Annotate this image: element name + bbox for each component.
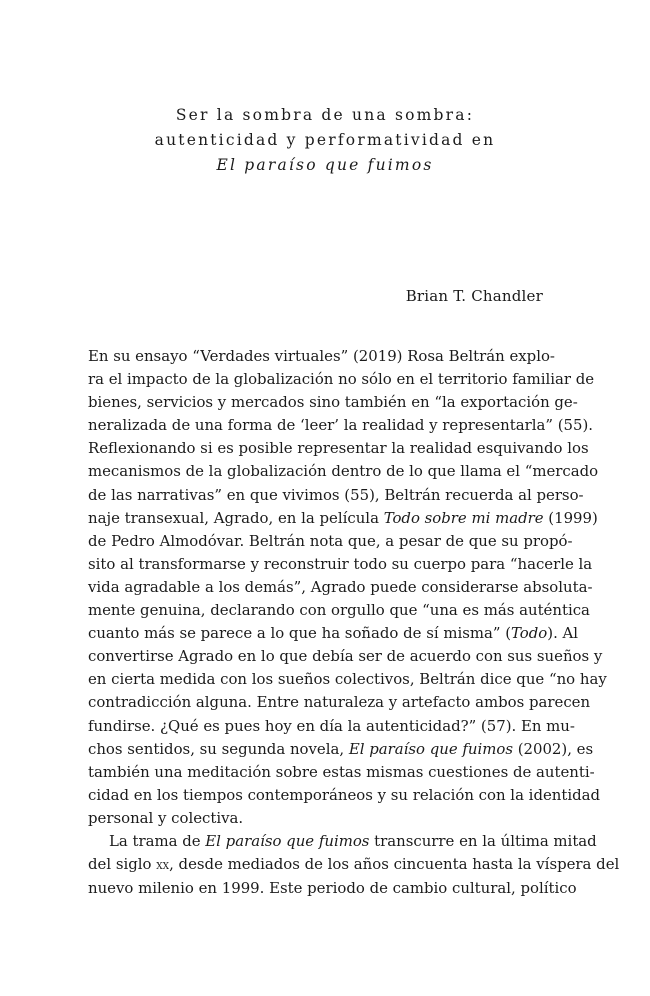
chapter-title-italic: El paraíso que fuimos: [216, 156, 434, 174]
chapter-body: [88, 345, 620, 900]
film-title: Todo sobre mi madre: [383, 508, 544, 527]
text-run: (1999): [543, 508, 598, 527]
text-run: naje transexual, Agrado, en la película: [88, 508, 384, 527]
novel-title: El paraíso que fuimos: [205, 831, 370, 850]
chapter-title: [100, 103, 550, 178]
paragraph-1-line: personal y colectiva.: [88, 808, 244, 827]
text-run: (2002), es: [512, 739, 594, 758]
paragraph-1-line: de las narrativas” en que vivimos (55), Beltrán recuerda al perso-: [88, 485, 584, 504]
paragraph-1-line: ra el impacto de la globalización no sólo en el territorio familiar de: [88, 370, 595, 389]
chapter-title-line-3: [100, 153, 550, 178]
paragraph-2-line: [88, 853, 620, 877]
paragraph-2-line: [88, 830, 597, 853]
paragraph-1-line: bienes, servicios y mercados sino también en “la exportación ge-: [88, 393, 578, 412]
paragraph-1-line: fundirse. ¿Qué es pues hoy en día la autenticidad?” (57). En mu-: [88, 716, 575, 735]
citation-italic: Todo: [511, 624, 548, 643]
paragraph-2-line: nuevo milenio en 1999. Este periodo de cambio cultural, político: [88, 879, 577, 898]
paragraph-1-line: neralizada de una forma de ‘leer’ la realidad y representarla” (55).: [88, 416, 593, 435]
text-run: transcurre en la última mitad: [369, 831, 597, 850]
novel-title: El paraíso que fuimos: [348, 739, 513, 758]
paragraph-1-line: mecanismos de la globalización dentro de lo que llama el “mercado: [88, 462, 599, 481]
chapter-title-line-2: autenticidad y performatividad en: [154, 131, 496, 149]
text-run: , desde mediados de los años cincuenta hasta la víspera del: [169, 855, 620, 874]
text-run: del siglo: [88, 855, 157, 874]
text-run: La trama de: [109, 831, 206, 850]
paragraph-1-line: de Pedro Almodóvar. Beltrán nota que, a pesar de que su propó-: [88, 531, 573, 550]
paragraph-1-line: convertirse Agrado en lo que debía ser de acuerdo con sus sueños y: [88, 647, 603, 666]
paragraph-1-line: cidad en los tiempos contemporáneos y su relación con la identidad: [88, 785, 601, 804]
text-run: cuanto más se parece a lo que ha soñado de sí misma” (: [88, 624, 512, 643]
paragraph-1-line: Reflexionando si es posible representar la realidad esquivando los: [88, 439, 589, 458]
author-name: Brian T. Chandler: [405, 287, 543, 305]
paragraph-1-line: [88, 738, 594, 761]
paragraph-1-line: [88, 622, 579, 645]
century-numeral: xx: [156, 858, 170, 874]
paragraph-1-line: sito al transformarse y reconstruir todo su cuerpo para “hacerle la: [88, 554, 593, 573]
paragraph-1-line: [88, 507, 598, 530]
paragraph-1-line: contradicción alguna. Entre naturaleza y artefacto ambos parecen: [88, 693, 591, 712]
paragraph-1-line: también una meditación sobre estas mismas cuestiones de autenti-: [88, 762, 595, 781]
text-run: chos sentidos, su segunda novela,: [88, 739, 349, 758]
paragraph-1-line: vida agradable a los demás”, Agrado puede considerarse absoluta-: [88, 577, 593, 596]
chapter-title-line-1: Ser la sombra de una sombra:: [175, 106, 475, 124]
paragraph-1-line: en cierta medida con los sueños colectivos, Beltrán dice que “no hay: [88, 670, 607, 689]
paragraph-1-line: En su ensayo “Verdades virtuales” (2019) Rosa Beltrán explo-: [88, 347, 555, 365]
paragraph-1-line: mente genuina, declarando con orgullo que “una es más auténtica: [88, 601, 590, 620]
text-run: ). Al: [547, 624, 579, 643]
